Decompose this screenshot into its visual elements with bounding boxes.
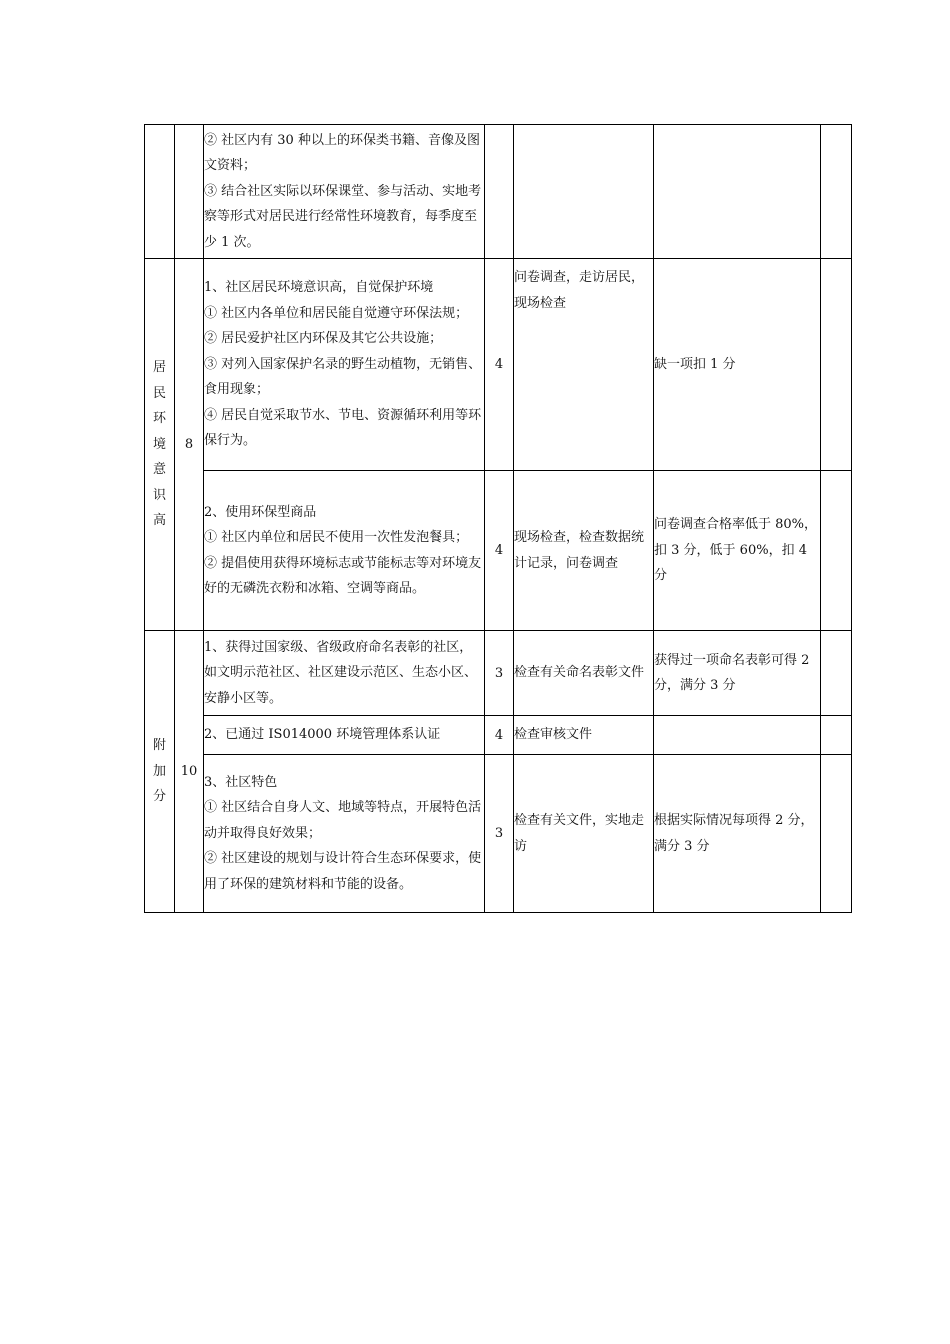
content-line: ④ 居民自觉采取节水、节电、资源循环利用等环保行为。 [204, 407, 482, 449]
total-cell-empty [175, 125, 204, 259]
table-row [145, 259, 852, 471]
content-line: 1、社区居民环境意识高，自觉保护环境 [204, 280, 434, 296]
table-row [145, 631, 852, 716]
rule-cell: 问卷调查合格率低于 80%，扣 3 分，低于 60%，扣 4 分 [654, 471, 821, 631]
content-line: ② 提倡使用获得环境标志或节能标志等对环境友好的无磷洗衣粉和冰箱、空调等商品。 [204, 555, 482, 596]
table-row [145, 125, 852, 259]
content-cell [204, 471, 485, 631]
extra-cell-empty [821, 259, 852, 471]
score-cell-empty [485, 125, 514, 259]
category-char: 高 [152, 513, 166, 529]
content-line: ① 社区内各单位和居民能自觉遵守环保法规； [204, 305, 469, 321]
table-row [145, 716, 852, 755]
category-char: 意 [152, 462, 166, 478]
score-cell: 3 [485, 755, 514, 913]
category-char: 环 [152, 411, 166, 427]
content-line: 1、获得过国家级、省级政府命名表彰的社区，如文明示范社区、社区建设示范区、生态小区、安静小区等。 [204, 639, 478, 706]
score-cell: 3 [485, 631, 514, 716]
content-cell [204, 716, 485, 755]
category-char: 识 [152, 487, 166, 503]
method-cell: 检查审核文件 [514, 716, 654, 755]
extra-cell-empty [821, 631, 852, 716]
extra-cell-empty [821, 755, 852, 913]
extra-cell-empty [821, 125, 852, 259]
extra-cell-empty [821, 716, 852, 755]
category-char: 附 [152, 738, 166, 754]
content-line: ① 社区结合自身人文、地域等特点，开展特色活动并取得良好效果； [204, 800, 482, 841]
rule-cell [654, 716, 821, 755]
category-char: 民 [152, 385, 166, 401]
method-cell: 检查有关文件，实地走访 [514, 755, 654, 913]
content-line: ② 社区内有 30 种以上的环保类书籍、音像及图文资料； [204, 132, 480, 174]
category-char: 境 [152, 436, 166, 452]
category-char: 居 [152, 360, 166, 376]
method-cell: 检查有关命名表彰文件 [514, 631, 654, 716]
content-line: ① 社区内单位和居民不使用一次性发泡餐具； [204, 530, 469, 545]
total-score-cell: 10 [175, 631, 204, 913]
total-score-cell: 8 [175, 259, 204, 631]
category-cell-empty [145, 125, 175, 259]
content-line: 2、已通过 IS014000 环境管理体系认证 [204, 727, 441, 743]
content-cell [204, 631, 485, 716]
score-cell: 4 [485, 471, 514, 631]
content-line: ③ 结合社区实际以环保课堂、参与活动、实地考察等形式对居民进行经常性环境教育，每季度至少 1 次。 [204, 183, 482, 250]
content-cell [204, 125, 485, 259]
extra-cell-empty [821, 471, 852, 631]
category-cell-bonus [145, 631, 175, 913]
evaluation-table [144, 124, 852, 913]
category-char: 分 [152, 789, 166, 805]
table-row [145, 471, 852, 631]
score-cell: 4 [485, 259, 514, 471]
method-cell-empty [514, 125, 654, 259]
rule-cell: 获得过一项命名表彰可得 2 分，满分 3 分 [654, 631, 821, 716]
rule-cell: 缺一项扣 1 分 [654, 259, 821, 471]
method-cell: 问卷调查，走访居民，现场检查 [514, 259, 654, 471]
method-cell: 现场检查，检查数据统计记录，问卷调查 [514, 471, 654, 631]
score-cell: 4 [485, 716, 514, 755]
content-cell [204, 259, 485, 471]
content-line: ② 居民爱护社区内环保及其它公共设施； [204, 331, 443, 347]
category-char: 加 [152, 763, 166, 779]
table-row [145, 755, 852, 913]
content-line: ② 社区建设的规划与设计符合生态环保要求，使用了环保的建筑材料和节能的设备。 [204, 851, 482, 892]
content-line: 2、使用环保型商品 [204, 504, 317, 520]
content-line: ③ 对列入国家保护名录的野生动植物，无销售、食用现象； [204, 356, 482, 398]
category-cell-residents [145, 259, 175, 631]
rule-cell-empty [654, 125, 821, 259]
content-cell [204, 755, 485, 913]
content-line: 3、社区特色 [204, 774, 278, 790]
rule-cell: 根据实际情况每项得 2 分，满分 3 分 [654, 755, 821, 913]
